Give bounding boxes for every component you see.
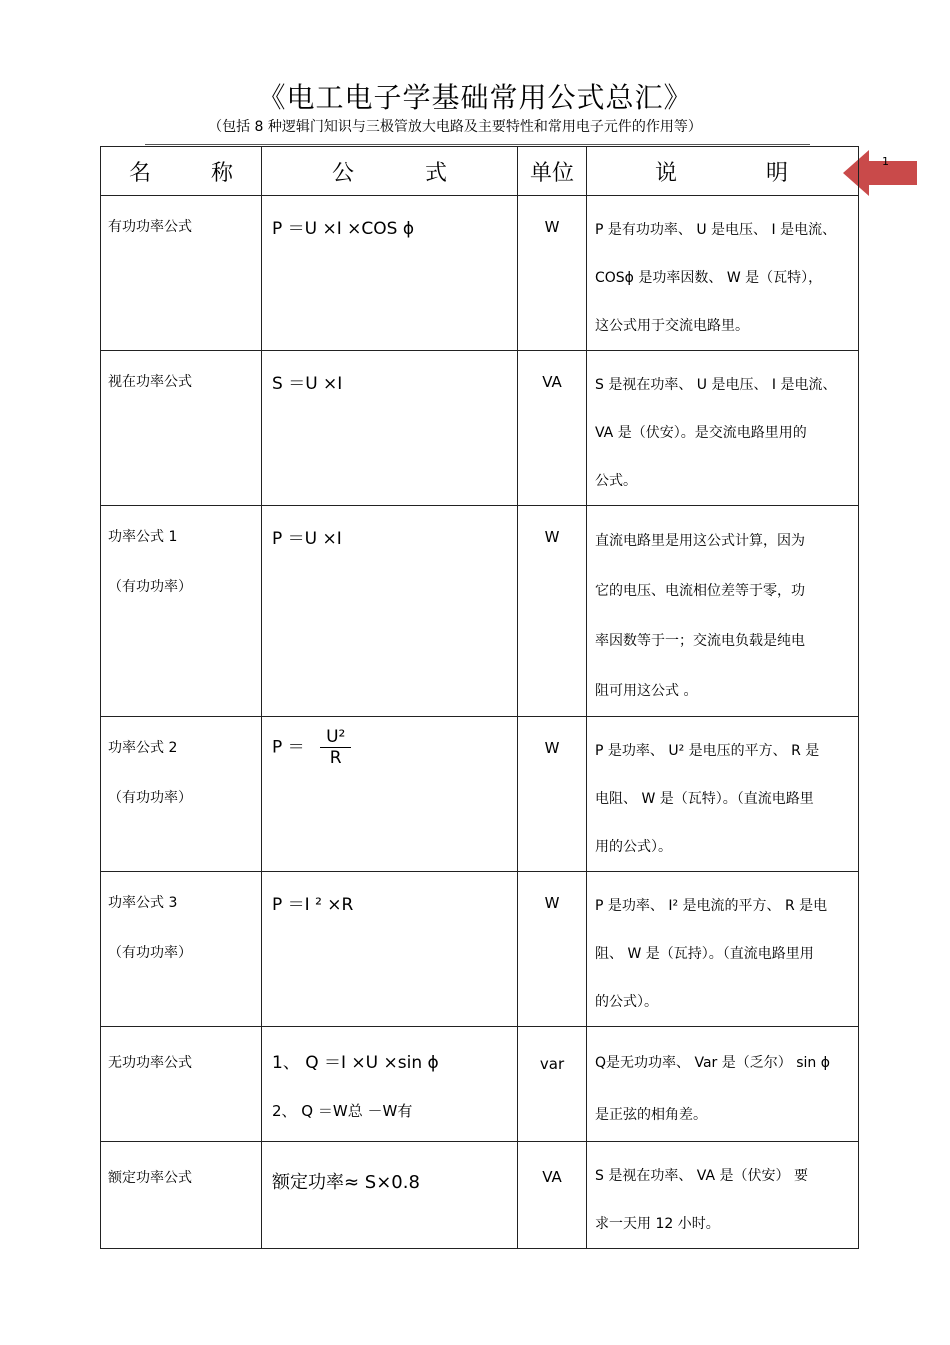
row-formula: P ＝I ² ×R	[262, 872, 518, 1027]
row-description: P 是功率、 U² 是电压的平方、 R 是 电阻、 W 是（瓦特）。（直流电路里 用的公式）。	[587, 717, 859, 872]
row-formula: 1、 Q ＝I ×U ×sin ϕ 2、 Q ＝W总 －W有	[262, 1027, 518, 1142]
table-row	[101, 1027, 859, 1142]
row-formula: P ＝ $\frac{\text{U²}}{R}$	[262, 717, 518, 872]
row-name: 额定功率公式	[101, 1142, 262, 1249]
row-name: 无功功率公式	[101, 1027, 262, 1142]
table-row	[101, 1142, 859, 1249]
header-name: 名 称	[101, 147, 262, 196]
title-rule	[145, 144, 810, 145]
header-formula: 公 式	[262, 147, 518, 196]
row-formula: S ＝U ×I	[262, 351, 518, 506]
row-name: 功率公式 1 （有功功率）	[101, 506, 262, 717]
table-row	[101, 351, 859, 506]
row-formula: P ＝U ×I ×COS ϕ	[262, 196, 518, 351]
row-formula: P ＝U ×I	[262, 506, 518, 717]
table-row	[101, 872, 859, 1027]
page-number: 1	[882, 155, 889, 168]
row-unit: W	[518, 872, 587, 1027]
table-row	[101, 717, 859, 872]
row-name: 有功功率公式	[101, 196, 262, 351]
row-unit: var	[518, 1027, 587, 1142]
row-name: 视在功率公式	[101, 351, 262, 506]
fraction: $\frac{\text{U²}}{R}$	[320, 727, 351, 768]
row-description: 直流电路里是用这公式计算，因为 它的电压、电流相位差等于零，功 率因数等于一；交流电负载是纯电 阻可用这公式 。	[587, 506, 859, 717]
row-description: P 是功率、 I² 是电流的平方、 R 是电 阻、 W 是（瓦持）。（直流电路里用 的公式）。	[587, 872, 859, 1027]
table-row	[101, 506, 859, 717]
row-description: P 是有功功率、 U 是电压、 I 是电流、 COSϕ 是功率因数、 W 是（瓦特）， 这公式用于交流电路里。	[587, 196, 859, 351]
table-row	[101, 196, 859, 351]
formula-table	[100, 146, 859, 1249]
row-unit: VA	[518, 1142, 587, 1249]
row-name: 功率公式 3 （有功功率）	[101, 872, 262, 1027]
row-unit: W	[518, 506, 587, 717]
row-unit: W	[518, 717, 587, 872]
row-description: Q是无功功率、 Var 是（乏尔） sin ϕ 是正弦的相角差。	[587, 1027, 859, 1142]
row-description: S 是视在功率、 U 是电压、 I 是电流、 VA 是（伏安）。是交流电路里用的 公式。	[587, 351, 859, 506]
document-subtitle: （包括 8 种逻辑门知识与三极管放大电路及主要特性和常用电子元件的作用等）	[208, 119, 702, 135]
header-unit: 单位	[518, 147, 587, 196]
row-name: 功率公式 2 （有功功率）	[101, 717, 262, 872]
table-header-row	[101, 147, 859, 196]
header-desc: 说 明	[587, 147, 859, 196]
document-title: 《电工电子学基础常用公式总汇》	[257, 81, 693, 114]
row-formula: 额定功率≈ S×0.8	[262, 1142, 518, 1249]
row-unit: W	[518, 196, 587, 351]
row-description: S 是视在功率、 VA 是（伏安） 要 求一天用 12 小时。	[587, 1142, 859, 1249]
row-unit: VA	[518, 351, 587, 506]
